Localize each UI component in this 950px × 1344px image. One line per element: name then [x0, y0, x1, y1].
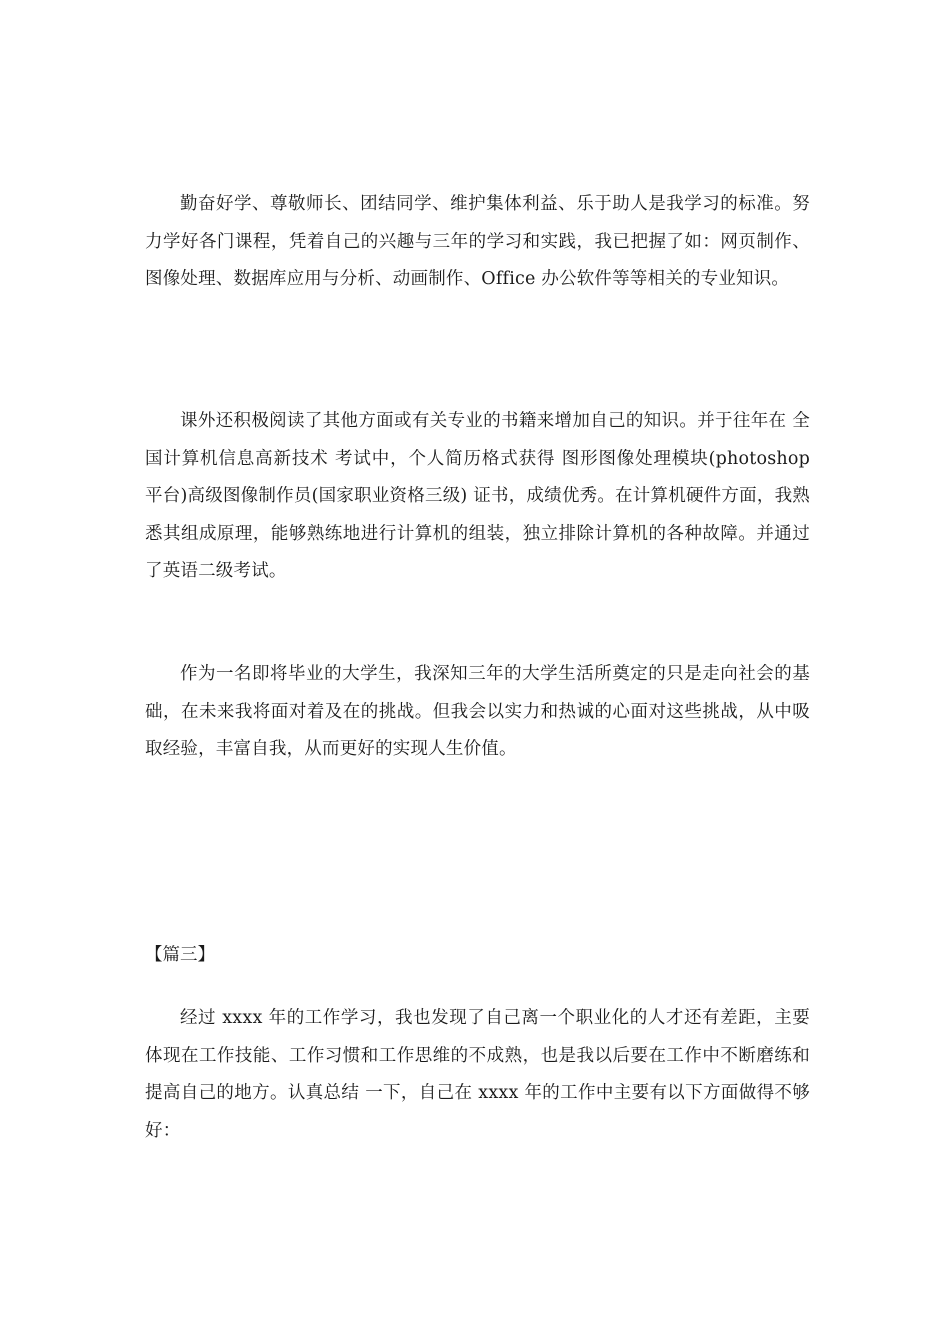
paragraph-study-standards: 勤奋好学、尊敬师长、团结同学、维护集体利益、乐于助人是我学习的标准。努力学好各门课程，凭着自己的兴趣与三年的学习和实践，我已把握了如：网页制作、图像处理、数据库应用与分析、动画制作、Office 办公软件等等相关的专业知识。 [145, 194, 810, 289]
section-heading: 【篇三】 [145, 945, 215, 965]
paragraph-graduate-outlook: 作为一名即将毕业的大学生，我深知三年的大学生活所奠定的只是走向社会的基础，在未来我将面对着及在的挑战。但我会以实力和热诚的心面对这些挑战，从中吸取经验，丰富自我，从而更好的实现人生价值。 [145, 664, 810, 759]
paragraph-extracurricular-reading: 课外还积极阅读了其他方面或有关专业的书籍来增加自己的知识。并于往年在 全国计算机信息高新技术 考试中，个人简历格式获得 图形图像处理模块(photoshop 平台)高级图像制作员(国家职业资格三级) 证书，成绩优秀。在计算机硬件方面，我熟悉其组成原理，能够熟练地进行计算机的组装，独立排除计算机的各种故障。并通过了英语二级考试。 [145, 411, 810, 581]
paragraph-work-summary: 经过 xxxx 年的工作学习，我也发现了自己离一个职业化的人才还有差距，主要体现在工作技能、工作习惯和工作思维的不成熟，也是我以后要在工作中不断磨练和提高自己的地方。认真总结 一下，自己在 xxxx 年的工作中主要有以下方面做得不够好： [145, 1008, 810, 1141]
